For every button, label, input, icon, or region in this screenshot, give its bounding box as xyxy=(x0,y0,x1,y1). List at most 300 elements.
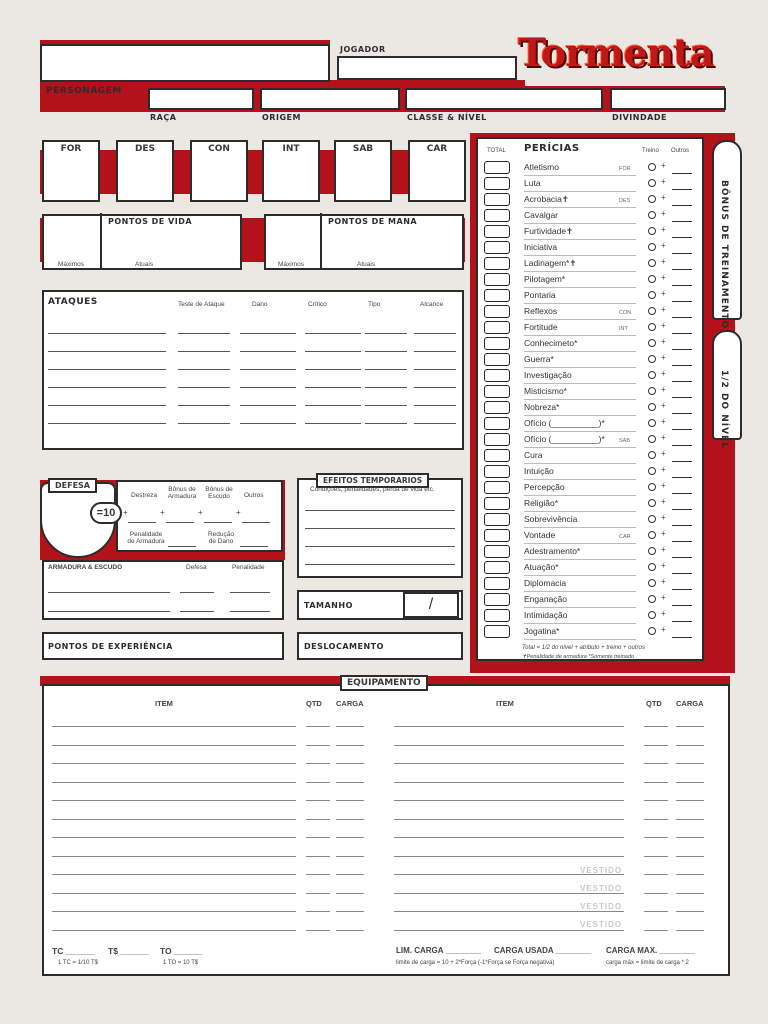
skill-total-box[interactable] xyxy=(484,369,510,382)
equipment-row-line[interactable] xyxy=(676,893,704,894)
skills-legend: ✝Penalidade de armadura *Somente treinado xyxy=(522,654,634,660)
size-title: TAMANHO xyxy=(304,601,353,610)
skill-total-box[interactable] xyxy=(484,481,510,494)
equipment-row-line[interactable] xyxy=(336,745,364,746)
equipment-row-line[interactable] xyxy=(52,930,296,931)
origin-field[interactable] xyxy=(260,88,400,110)
equipment-row-line[interactable] xyxy=(676,911,704,912)
skill-trained-circle-icon[interactable] xyxy=(648,259,656,267)
skill-attribute: INT xyxy=(619,326,628,332)
attack-row-line[interactable] xyxy=(240,387,296,388)
equipment-row-line[interactable] xyxy=(306,911,330,912)
equipment-row-line[interactable] xyxy=(676,874,704,875)
attack-row-line[interactable] xyxy=(48,351,166,352)
attack-row-line[interactable] xyxy=(414,333,456,334)
equipment-row-line[interactable] xyxy=(306,930,330,931)
load-used-field[interactable]: CARGA USADA ________ xyxy=(494,946,592,955)
skill-name: Cura xyxy=(524,450,543,460)
worn-label: VESTIDO xyxy=(580,920,623,929)
equipment-row-line[interactable] xyxy=(676,837,704,838)
skill-row[interactable] xyxy=(476,560,716,576)
skill-other-field[interactable] xyxy=(672,365,692,366)
skill-row[interactable] xyxy=(476,272,716,288)
skill-other-field[interactable] xyxy=(672,477,692,478)
skill-row[interactable] xyxy=(476,480,716,496)
skill-total-box[interactable] xyxy=(484,305,510,318)
half-level-label: 1/2 DO NÍVEL xyxy=(719,370,729,449)
skill-trained-circle-icon[interactable] xyxy=(648,515,656,523)
skill-row[interactable] xyxy=(476,240,716,256)
equipment-row-line[interactable] xyxy=(676,930,704,931)
equipment-row-line[interactable] xyxy=(644,782,668,783)
attr-sab[interactable]: SAB xyxy=(334,140,392,202)
skill-total-box[interactable] xyxy=(484,289,510,302)
attack-row-line[interactable] xyxy=(178,351,230,352)
skill-trained-circle-icon[interactable] xyxy=(648,467,656,475)
attack-row-line[interactable] xyxy=(365,369,407,370)
skill-other-field[interactable] xyxy=(672,253,692,254)
attack-row-line[interactable] xyxy=(365,387,407,388)
equipment-row-line[interactable] xyxy=(52,874,296,875)
skill-other-field[interactable] xyxy=(672,621,692,622)
equipment-row-line[interactable] xyxy=(394,726,624,727)
equipment-row-line[interactable] xyxy=(644,874,668,875)
defense-col-armor: Bônus de Armadura xyxy=(167,486,197,500)
equipment-row-line[interactable] xyxy=(52,819,296,820)
skill-trained-circle-icon[interactable] xyxy=(648,451,656,459)
equipment-row-line[interactable] xyxy=(394,930,624,931)
skill-trained-circle-icon[interactable] xyxy=(648,307,656,315)
skill-other-field[interactable] xyxy=(672,573,692,574)
skill-trained-circle-icon[interactable] xyxy=(648,355,656,363)
equipment-row-line[interactable] xyxy=(306,726,330,727)
skill-row[interactable] xyxy=(476,384,716,400)
skill-row[interactable] xyxy=(476,368,716,384)
character-name-field[interactable] xyxy=(40,44,330,82)
equipment-row-line[interactable] xyxy=(306,837,330,838)
equipment-row-line[interactable] xyxy=(644,800,668,801)
skill-row[interactable] xyxy=(476,160,716,176)
skill-trained-circle-icon[interactable] xyxy=(648,323,656,331)
equipment-row-line[interactable] xyxy=(336,782,364,783)
origin-label: ORIGEM xyxy=(262,113,301,122)
skill-other-field[interactable] xyxy=(672,397,692,398)
attack-row-line[interactable] xyxy=(48,387,166,388)
attack-row-line[interactable] xyxy=(178,369,230,370)
skill-row[interactable] xyxy=(476,544,716,560)
attack-row-line[interactable] xyxy=(240,351,296,352)
skill-total-box[interactable] xyxy=(484,561,510,574)
skill-row[interactable] xyxy=(476,496,716,512)
skill-other-field[interactable] xyxy=(672,269,692,270)
skill-row[interactable] xyxy=(476,304,716,320)
skill-total-box[interactable] xyxy=(484,337,510,350)
equipment-row-line[interactable] xyxy=(336,893,364,894)
equipment-row-line[interactable] xyxy=(394,856,624,857)
skill-trained-circle-icon[interactable] xyxy=(648,579,656,587)
skill-total-box[interactable] xyxy=(484,625,510,638)
skill-total-box[interactable] xyxy=(484,257,510,270)
player-label: JOGADOR xyxy=(340,45,386,54)
equipment-row-line[interactable] xyxy=(676,763,704,764)
attacks-box[interactable] xyxy=(42,290,464,450)
skill-trained-circle-icon[interactable] xyxy=(648,611,656,619)
equipment-row-line[interactable] xyxy=(644,893,668,894)
skill-other-field[interactable] xyxy=(672,541,692,542)
plus-sign: + xyxy=(661,401,666,410)
skill-other-field[interactable] xyxy=(672,445,692,446)
equipment-row-line[interactable] xyxy=(336,726,364,727)
skills-other-header: Outros xyxy=(671,148,690,154)
equipment-row-line[interactable] xyxy=(52,893,296,894)
equipment-row-line[interactable] xyxy=(52,856,296,857)
equipment-row-line[interactable] xyxy=(676,745,704,746)
skill-row[interactable] xyxy=(476,192,716,208)
equipment-row-line[interactable] xyxy=(676,782,704,783)
mp-max-label: Máximos xyxy=(278,261,305,268)
skills-title: PERÍCIAS xyxy=(524,143,580,154)
equipment-row-line[interactable] xyxy=(306,745,330,746)
equipment-row-line[interactable] xyxy=(394,819,624,820)
skill-total-box[interactable] xyxy=(484,401,510,414)
plus-sign: + xyxy=(661,577,666,586)
equipment-row-line[interactable] xyxy=(676,856,704,857)
skill-row[interactable] xyxy=(476,288,716,304)
skill-total-box[interactable] xyxy=(484,465,510,478)
attack-row-line[interactable] xyxy=(48,423,166,424)
load-limit-field[interactable]: LIM. CARGA ________ xyxy=(396,946,482,955)
silver-field[interactable]: T$ ______ xyxy=(108,946,149,956)
skill-other-field[interactable] xyxy=(672,509,692,510)
skill-row[interactable] xyxy=(476,576,716,592)
equipment-row-line[interactable] xyxy=(676,819,704,820)
equipment-row-line[interactable] xyxy=(676,726,704,727)
skill-trained-circle-icon[interactable] xyxy=(648,371,656,379)
skill-name: Ladinagem*✝ xyxy=(524,258,577,268)
skill-trained-circle-icon[interactable] xyxy=(648,499,656,507)
equipment-row-line[interactable] xyxy=(52,837,296,838)
skill-name: Percepção xyxy=(524,482,565,492)
defense-title: DEFESA xyxy=(48,478,97,493)
equipment-row-line[interactable] xyxy=(336,856,364,857)
skill-other-field[interactable] xyxy=(672,221,692,222)
attack-row-line[interactable] xyxy=(305,369,361,370)
skill-trained-circle-icon[interactable] xyxy=(648,595,656,603)
plus-sign: + xyxy=(661,241,666,250)
equipment-row-line[interactable] xyxy=(644,726,668,727)
skill-trained-circle-icon[interactable] xyxy=(648,627,656,635)
skill-total-box[interactable] xyxy=(484,193,510,206)
skill-row[interactable] xyxy=(476,432,716,448)
skill-row[interactable] xyxy=(476,464,716,480)
skill-other-field[interactable] xyxy=(672,589,692,590)
attack-row-line[interactable] xyxy=(365,351,407,352)
skill-row[interactable] xyxy=(476,256,716,272)
skill-total-box[interactable] xyxy=(484,513,510,526)
skill-name: Investigação xyxy=(524,370,572,380)
equipment-row-line[interactable] xyxy=(306,893,330,894)
equipment-row-line[interactable] xyxy=(394,763,624,764)
equipment-row-line[interactable] xyxy=(394,782,624,783)
attr-con[interactable]: CON xyxy=(190,140,248,202)
attack-row-line[interactable] xyxy=(178,387,230,388)
skill-row[interactable] xyxy=(476,336,716,352)
armor-penalty-col: Penalidade xyxy=(232,564,265,571)
skill-total-box[interactable] xyxy=(484,593,510,606)
size-value[interactable]: / xyxy=(403,592,459,618)
skill-total-box[interactable] xyxy=(484,161,510,174)
class-level-field[interactable] xyxy=(405,88,603,110)
attack-row-line[interactable] xyxy=(365,333,407,334)
attr-car[interactable]: CAR xyxy=(408,140,466,202)
equipment-row-line[interactable] xyxy=(394,800,624,801)
skill-total-box[interactable] xyxy=(484,209,510,222)
load-limit-note: limite de carga = 10 + 2*Força (-1*Força se Força negativa) xyxy=(396,960,555,966)
equipment-row-line[interactable] xyxy=(52,800,296,801)
equipment-box[interactable] xyxy=(42,684,730,976)
attack-row-line[interactable] xyxy=(414,369,456,370)
skill-trained-circle-icon[interactable] xyxy=(648,179,656,187)
skill-other-field[interactable] xyxy=(672,413,692,414)
equipment-row-line[interactable] xyxy=(336,930,364,931)
equipment-row-line[interactable] xyxy=(52,726,296,727)
gold-field[interactable]: TO ______ xyxy=(160,946,203,956)
hp-title: PONTOS DE VIDA xyxy=(108,217,193,226)
skill-row[interactable] xyxy=(476,352,716,368)
skill-name: Enganação xyxy=(524,594,568,604)
hp-current-label: Atuais xyxy=(135,261,154,268)
skill-name: Iniciativa xyxy=(524,242,558,252)
skill-name: Guerra* xyxy=(524,354,554,364)
attack-row-line[interactable] xyxy=(414,351,456,352)
skill-other-field[interactable] xyxy=(672,285,692,286)
attack-row-line[interactable] xyxy=(414,405,456,406)
equipment-row-line[interactable] xyxy=(306,819,330,820)
attack-row-line[interactable] xyxy=(178,423,230,424)
equip-load-header-right: CARGA xyxy=(676,699,704,708)
skill-trained-circle-icon[interactable] xyxy=(648,531,656,539)
attack-row-line[interactable] xyxy=(240,405,296,406)
skill-row[interactable] xyxy=(476,176,716,192)
skill-row[interactable] xyxy=(476,400,716,416)
equipment-row-line[interactable] xyxy=(644,911,668,912)
equipment-row-line[interactable] xyxy=(676,800,704,801)
skill-name: Intuição xyxy=(524,466,554,476)
equipment-row-line[interactable] xyxy=(644,819,668,820)
worn-label: VESTIDO xyxy=(580,902,623,911)
skill-other-field[interactable] xyxy=(672,237,692,238)
plus-sign: + xyxy=(661,465,666,474)
skill-trained-circle-icon[interactable] xyxy=(648,275,656,283)
skill-trained-circle-icon[interactable] xyxy=(648,211,656,219)
skill-trained-circle-icon[interactable] xyxy=(648,227,656,235)
skill-total-box[interactable] xyxy=(484,497,510,510)
plus-sign: + xyxy=(160,508,165,517)
skill-row[interactable] xyxy=(476,224,716,240)
equipment-row-line[interactable] xyxy=(644,745,668,746)
equipment-row-line[interactable] xyxy=(644,930,668,931)
skill-trained-circle-icon[interactable] xyxy=(648,339,656,347)
worn-label: VESTIDO xyxy=(580,884,623,893)
attack-row-line[interactable] xyxy=(365,405,407,406)
skill-other-field[interactable] xyxy=(672,493,692,494)
deity-field[interactable] xyxy=(610,88,726,110)
plus-sign: + xyxy=(198,508,203,517)
equipment-row-line[interactable] xyxy=(336,800,364,801)
skill-trained-circle-icon[interactable] xyxy=(648,563,656,571)
skill-other-field[interactable] xyxy=(672,461,692,462)
plus-sign: + xyxy=(661,353,666,362)
equipment-row-line[interactable] xyxy=(394,837,624,838)
attack-row-line[interactable] xyxy=(305,351,361,352)
attack-col-type: Tipo xyxy=(368,301,381,308)
skills-training-header: Treino xyxy=(642,148,659,154)
skill-other-field[interactable] xyxy=(672,637,692,638)
skill-name: Furtividade✝ xyxy=(524,226,574,236)
skill-other-field[interactable] xyxy=(672,189,692,190)
attack-row-line[interactable] xyxy=(305,423,361,424)
race-field[interactable] xyxy=(148,88,254,110)
load-max-note: carga máx = limite de carga * 2 xyxy=(606,960,689,966)
equipment-row-line[interactable] xyxy=(306,800,330,801)
equipment-row-line[interactable] xyxy=(306,763,330,764)
attack-row-line[interactable] xyxy=(305,333,361,334)
equipment-row-line[interactable] xyxy=(394,745,624,746)
skill-attribute: SAB xyxy=(619,438,631,444)
equipment-row-line[interactable] xyxy=(336,911,364,912)
equipment-row-line[interactable] xyxy=(336,763,364,764)
equipment-row-line[interactable] xyxy=(52,911,296,912)
skill-other-field[interactable] xyxy=(672,429,692,430)
plus-sign: + xyxy=(661,257,666,266)
skill-row[interactable] xyxy=(476,512,716,528)
skill-row[interactable] xyxy=(476,320,716,336)
skill-total-box[interactable] xyxy=(484,609,510,622)
plus-sign: + xyxy=(661,385,666,394)
load-max-field[interactable]: CARGA MAX. ________ xyxy=(606,946,696,955)
equipment-title: EQUIPAMENTO xyxy=(340,675,428,691)
equipment-row-line[interactable] xyxy=(336,874,364,875)
attr-int[interactable]: INT xyxy=(262,140,320,202)
skill-row[interactable] xyxy=(476,208,716,224)
skill-total-box[interactable] xyxy=(484,241,510,254)
skill-total-box[interactable] xyxy=(484,273,510,286)
attack-row-line[interactable] xyxy=(240,333,296,334)
skill-other-field[interactable] xyxy=(672,333,692,334)
skill-name: Jogatina* xyxy=(524,626,560,636)
equipment-row-line[interactable] xyxy=(644,837,668,838)
skill-other-field[interactable] xyxy=(672,557,692,558)
attack-row-line[interactable] xyxy=(178,405,230,406)
skill-name: Adestramento* xyxy=(524,546,581,556)
skill-row[interactable] xyxy=(476,448,716,464)
skill-name: Reflexos xyxy=(524,306,558,316)
attack-row-line[interactable] xyxy=(305,405,361,406)
skill-trained-circle-icon[interactable] xyxy=(648,291,656,299)
attack-row-line[interactable] xyxy=(414,423,456,424)
skill-trained-circle-icon[interactable] xyxy=(648,547,656,555)
skill-row[interactable] xyxy=(476,416,716,432)
equipment-row-line[interactable] xyxy=(52,782,296,783)
skill-name: Atuação* xyxy=(524,562,559,572)
skill-total-box[interactable] xyxy=(484,177,510,190)
skill-total-box[interactable] xyxy=(484,321,510,334)
attack-row-line[interactable] xyxy=(240,369,296,370)
plus-sign: + xyxy=(661,433,666,442)
skill-row[interactable] xyxy=(476,608,716,624)
equipment-row-line[interactable] xyxy=(306,856,330,857)
effects-title: EFEITOS TEMPORARIOS xyxy=(316,473,429,488)
skill-other-field[interactable] xyxy=(672,349,692,350)
skill-other-field[interactable] xyxy=(672,605,692,606)
skill-trained-circle-icon[interactable] xyxy=(648,387,656,395)
attack-row-line[interactable] xyxy=(365,423,407,424)
attr-des[interactable]: DES xyxy=(116,140,174,202)
skill-other-field[interactable] xyxy=(672,317,692,318)
attack-row-line[interactable] xyxy=(414,387,456,388)
equipment-row-line[interactable] xyxy=(336,819,364,820)
skill-trained-circle-icon[interactable] xyxy=(648,419,656,427)
equipment-row-line[interactable] xyxy=(644,763,668,764)
skill-other-field[interactable] xyxy=(672,381,692,382)
skill-total-box[interactable] xyxy=(484,449,510,462)
equipment-row-line[interactable] xyxy=(306,874,330,875)
equipment-row-line[interactable] xyxy=(52,763,296,764)
attack-row-line[interactable] xyxy=(48,369,166,370)
skills-total-header: TOTAL xyxy=(487,148,506,154)
skill-total-box[interactable] xyxy=(484,225,510,238)
equipment-row-line[interactable] xyxy=(336,837,364,838)
attack-row-line[interactable] xyxy=(178,333,230,334)
skill-total-box[interactable] xyxy=(484,385,510,398)
skill-other-field[interactable] xyxy=(672,205,692,206)
skill-trained-circle-icon[interactable] xyxy=(648,403,656,411)
skill-trained-circle-icon[interactable] xyxy=(648,483,656,491)
skill-total-box[interactable] xyxy=(484,433,510,446)
skill-total-box[interactable] xyxy=(484,353,510,366)
copper-field[interactable]: TC ______ xyxy=(52,946,95,956)
deity-label: DIVINDADE xyxy=(612,113,667,122)
equipment-row-line[interactable] xyxy=(306,782,330,783)
skill-row[interactable] xyxy=(476,624,716,640)
player-field[interactable] xyxy=(337,56,517,80)
equipment-row-line[interactable] xyxy=(644,856,668,857)
attr-for[interactable]: FOR xyxy=(42,140,100,202)
skill-trained-circle-icon[interactable] xyxy=(648,195,656,203)
skill-total-box[interactable] xyxy=(484,529,510,542)
skill-other-field[interactable] xyxy=(672,173,692,174)
attack-row-line[interactable] xyxy=(48,405,166,406)
gold-note: 1 TO = 10 T$ xyxy=(163,960,199,966)
skill-row[interactable] xyxy=(476,592,716,608)
skill-trained-circle-icon[interactable] xyxy=(648,243,656,251)
skill-row[interactable] xyxy=(476,528,716,544)
equipment-row-line[interactable] xyxy=(394,911,624,912)
equipment-row-line[interactable] xyxy=(52,745,296,746)
skill-trained-circle-icon[interactable] xyxy=(648,435,656,443)
skill-other-field[interactable] xyxy=(672,301,692,302)
attack-row-line[interactable] xyxy=(305,387,361,388)
damage-reduction-label: Redução de Dano xyxy=(207,531,235,545)
skill-total-box[interactable] xyxy=(484,545,510,558)
skill-attribute: FOR xyxy=(619,166,631,172)
skill-total-box[interactable] xyxy=(484,577,510,590)
skill-trained-circle-icon[interactable] xyxy=(648,163,656,171)
attack-row-line[interactable] xyxy=(48,333,166,334)
skill-other-field[interactable] xyxy=(672,525,692,526)
attack-row-line[interactable] xyxy=(240,423,296,424)
skill-total-box[interactable] xyxy=(484,417,510,430)
